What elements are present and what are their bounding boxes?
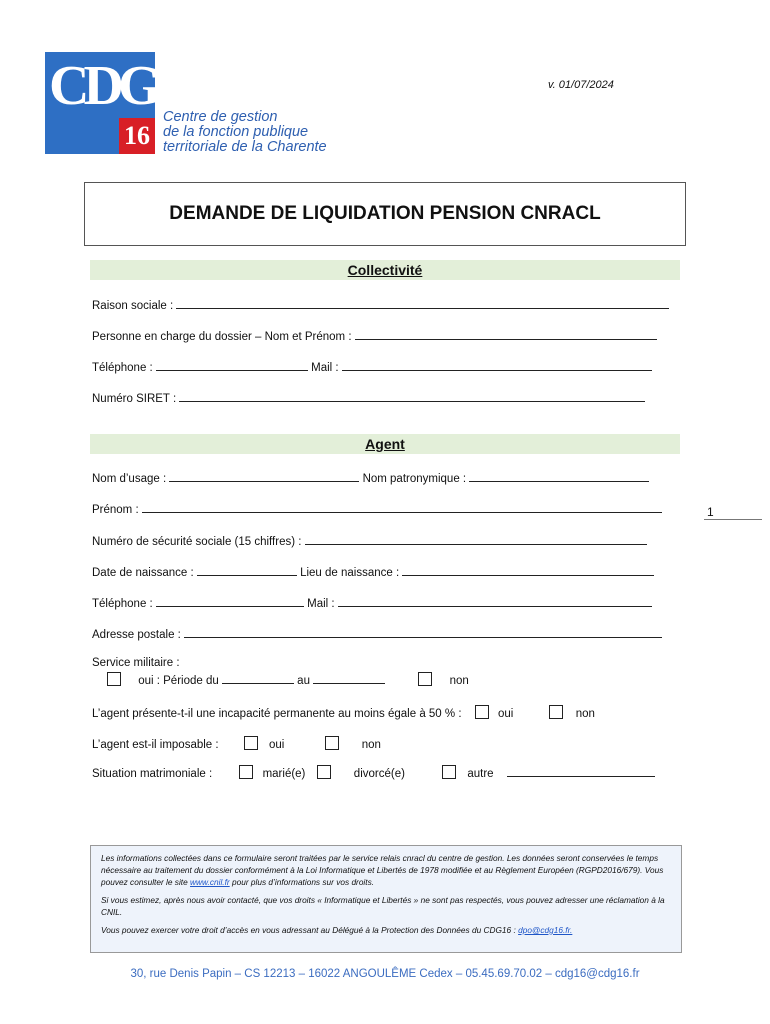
document-title: DEMANDE DE LIQUIDATION PENSION CNRACL [84, 182, 686, 246]
periode-au-field[interactable] [313, 672, 385, 684]
row-imposable: L’agent est-il imposable : oui non [92, 736, 381, 751]
prenom-field[interactable] [142, 501, 662, 513]
row-personne: Personne en charge du dossier – Nom et Prénom : [92, 328, 657, 343]
imposable-non-checkbox[interactable] [325, 736, 339, 750]
page-number-divider [704, 519, 762, 520]
notice-paragraph-3: Vous pouvez exercer votre droit d’accès en vous adressant au Délégué à la Protection des Données du CDG16 : dpo@cdg16.fr. [101, 925, 573, 935]
section-agent: Agent [90, 434, 680, 454]
mail-agent-field[interactable] [338, 595, 652, 607]
notice-paragraph-2: Si vous estimez, après nous avoir contacté, que vos droits « Informatique et Libertés » ne sont pas respectés, vous pouvez adresser une réclamation à la CNIL. [101, 895, 665, 917]
date-naissance-field[interactable] [197, 564, 297, 576]
secu-field[interactable] [305, 533, 647, 545]
row-incapacite: L’agent présente-t-il une incapacité permanente au moins égale à 50 % : oui non [92, 705, 595, 720]
privacy-notice [90, 845, 682, 953]
page-number: 1 [707, 505, 714, 519]
version-date: v. 01/07/2024 [548, 79, 614, 91]
row-adresse: Adresse postale : [92, 626, 662, 641]
notice-paragraph-1: Les informations collectées dans ce formulaire seront traitées par le service relais cnracl du centre de gestion. Les données seront conservées le temps nécessaire au traitement du dossier conformément à la Loi Informatique et Libertés de 1978 modifiée et au Règlement Européen (RGPD2016/679). Vous pouvez consulter le site www.cnil.fr pour plus d’informations sur vos droits. [101, 853, 664, 887]
raison-sociale-field[interactable] [176, 297, 669, 309]
row-service-militaire: oui : Période du au non [107, 672, 469, 687]
divorce-checkbox[interactable] [317, 765, 331, 779]
row-siret: Numéro SIRET : [92, 390, 645, 405]
row-raison-sociale: Raison sociale : [92, 297, 669, 312]
autre-field[interactable] [507, 765, 655, 777]
row-situation: Situation matrimoniale : marié(e) divorcé(e) autre [92, 765, 655, 780]
autre-checkbox[interactable] [442, 765, 456, 779]
nom-usage-field[interactable] [169, 470, 359, 482]
row-secu: Numéro de sécurité sociale (15 chiffres) : [92, 533, 647, 548]
marie-checkbox[interactable] [239, 765, 253, 779]
row-prenom: Prénom : [92, 501, 662, 516]
adresse-field[interactable] [184, 626, 662, 638]
cnil-link[interactable]: www.cnil.fr [190, 877, 230, 887]
lieu-naissance-field[interactable] [402, 564, 654, 576]
service-militaire-non-checkbox[interactable] [418, 672, 432, 686]
siret-field[interactable] [179, 390, 645, 402]
service-militaire-oui-checkbox[interactable] [107, 672, 121, 686]
dpo-email-link[interactable]: dpo@cdg16.fr. [518, 925, 573, 935]
incapacite-oui-checkbox[interactable] [475, 705, 489, 719]
section-collectivite: Collectivité [90, 260, 680, 280]
logo-number: 16 [119, 118, 155, 154]
row-nom: Nom d’usage : Nom patronymique : [92, 470, 649, 485]
personne-field[interactable] [355, 328, 657, 340]
logo-text: CDG [49, 55, 156, 117]
telephone-agent-field[interactable] [156, 595, 304, 607]
incapacite-non-checkbox[interactable] [549, 705, 563, 719]
nom-patronymique-field[interactable] [469, 470, 649, 482]
footer-address: 30, rue Denis Papin – CS 12213 – 16022 ANGOULÊME Cedex – 05.45.69.70.02 – cdg16@cdg16.fr [130, 968, 640, 980]
mail-collectivite-field[interactable] [342, 359, 652, 371]
row-telephone-agent: Téléphone : Mail : [92, 595, 652, 610]
service-militaire-label: Service militaire : [92, 657, 180, 669]
organization-name: Centre de gestion de la fonction publique territoriale de la Charente [163, 109, 327, 155]
row-naissance: Date de naissance : Lieu de naissance : [92, 564, 654, 579]
periode-du-field[interactable] [222, 672, 294, 684]
cdg16-logo [45, 52, 155, 154]
imposable-oui-checkbox[interactable] [244, 736, 258, 750]
telephone-collectivite-field[interactable] [156, 359, 308, 371]
row-telephone-collectivite: Téléphone : Mail : [92, 359, 652, 374]
